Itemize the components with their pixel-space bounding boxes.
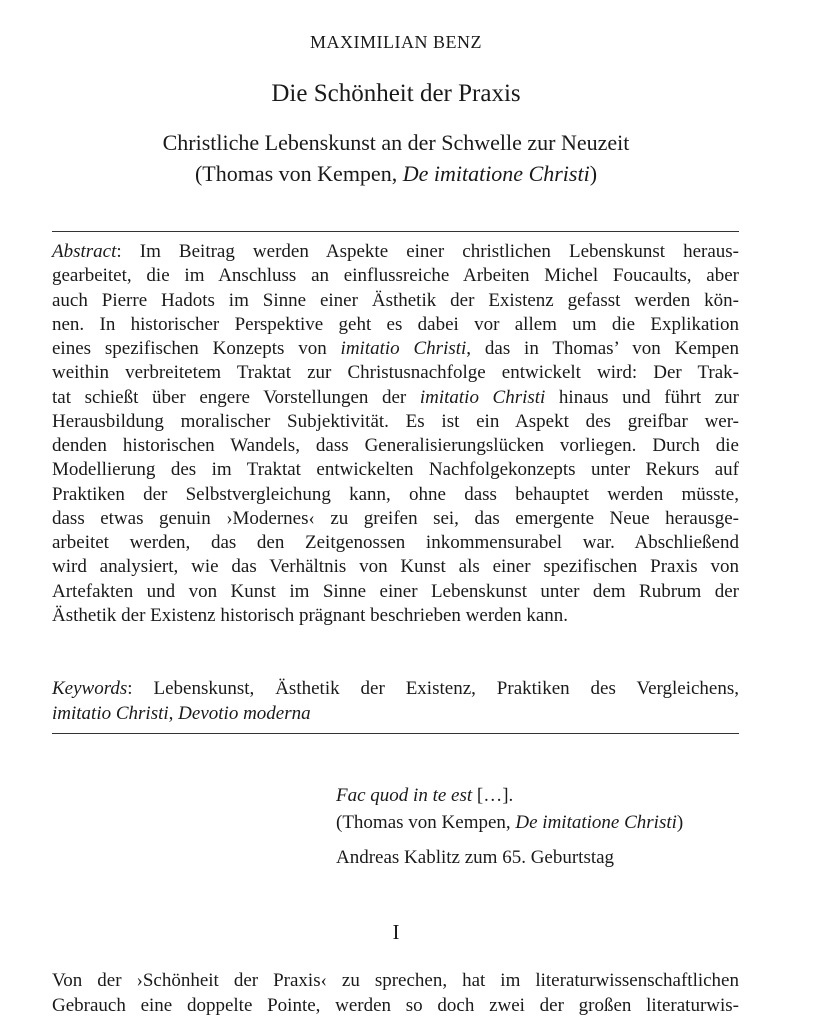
quote-ellipsis: […].	[472, 785, 514, 806]
body-line: Von der ›Schönheit der Praxis‹ zu sprechen, hat im literaturwissenschaftlichen	[52, 970, 739, 991]
keywords-line	[52, 702, 739, 727]
epigraph	[336, 782, 756, 836]
abstract-emphasis: imitatio Christi	[419, 386, 546, 408]
divider-rule	[52, 733, 739, 734]
abstract-line: Artefakten und von Kunst im Sinne einer Lebenskunst unter dem Rubrum der	[52, 580, 739, 602]
body-line: Gebrauch eine doppelte Pointe, werden so doch zwei der großen literaturwis-	[52, 995, 739, 1016]
epigraph-source	[336, 809, 756, 836]
keywords-text: : Lebenskunst, Ästhetik der Existenz, Praktiken des Vergleichens,	[127, 678, 739, 699]
keywords-block	[52, 677, 739, 726]
subtitle-text: (Thomas von Kempen,	[194, 161, 403, 186]
abstract-line	[52, 337, 739, 361]
abstract-line	[52, 240, 739, 264]
abstract-text: : Im Beitrag werden Aspekte einer christlichen Lebenskunst heraus-	[116, 241, 739, 262]
abstract-label: Abstract	[52, 241, 117, 262]
abstract-emphasis: imitatio Christi	[340, 338, 467, 359]
abstract-text: eines spezifischen Konzepts von	[52, 338, 341, 359]
abstract-block	[52, 240, 739, 628]
keywords-label: Keywords	[52, 678, 128, 699]
work-title: De imitatione Christi	[402, 161, 590, 186]
keywords-line	[52, 677, 739, 702]
author-name: MAXIMILIAN BENZ	[310, 32, 482, 52]
keyword-emphasis: Devotio moderna	[178, 702, 311, 724]
source-text: (Thomas von Kempen,	[336, 812, 516, 833]
abstract-line: dass etwas genuin ›Modernes‹ zu greifen sei, das emergente Neue herausge-	[52, 507, 739, 529]
subtitle-line: Christliche Lebenskunst an der Schwelle zur Neuzeit	[162, 130, 630, 155]
abstract-line: nen. In historischer Perspektive geht es dabei vor allem um die Explikation	[52, 313, 739, 335]
abstract-text: tat schießt über engere Vorstellungen der	[52, 386, 420, 408]
quote-text: Fac quod in te est	[336, 785, 473, 806]
abstract-line: arbeitet werden, das den Zeitgenossen inkommensurabel war. Abschließend	[52, 532, 739, 553]
section-number: I	[392, 920, 400, 944]
paper-subtitle	[0, 127, 792, 189]
abstract-line: wird analysiert, wie das Verhältnis von Kunst als einer spezifischen Praxis von	[52, 556, 739, 578]
epigraph-quote	[336, 782, 756, 809]
abstract-line: Modellierung des im Traktat entwickelten Nachfolgekonzepts unter Rekurs auf	[52, 459, 739, 481]
abstract-line: gearbeitet, die im Anschluss an einflussreiche Arbeiten Michel Foucaults, aber	[52, 265, 739, 287]
abstract-line: Ästhetik der Existenz historisch prägnant beschrieben werden kann.	[52, 604, 569, 626]
body-text	[52, 968, 739, 1018]
abstract-line: Herausbildung moralischer Subjektivität. Es ist ein Aspekt des greifbar wer-	[52, 410, 739, 432]
source-text: )	[676, 812, 684, 833]
abstract-line	[52, 386, 739, 410]
abstract-line: weithin verbreitetem Traktat zur Christusnachfolge entwickelt wird: Der Trak-	[52, 362, 739, 384]
abstract-line: Praktiken der Selbstvergleichung kann, ohne dass behauptet werden müsste,	[52, 483, 739, 505]
abstract-line: auch Pierre Hadots im Sinne einer Ästhetik der Existenz gefasst werden kön-	[52, 289, 739, 311]
subtitle-line	[0, 158, 792, 189]
abstract-text: , das in Thomas’ von Kempen	[466, 338, 739, 359]
divider-rule	[52, 231, 739, 232]
dedication: Andreas Kablitz zum 65. Geburtstag	[336, 847, 615, 868]
abstract-text: hinaus und führt zur	[545, 386, 739, 408]
keywords-text: ,	[168, 702, 179, 724]
source-title: De imitatione Christi	[515, 812, 677, 833]
paper-title: Die Schönheit der Praxis	[271, 80, 521, 107]
keyword-emphasis: imitatio Christi	[52, 702, 169, 724]
subtitle-text: )	[589, 161, 598, 186]
abstract-line: denden historischen Wandels, dass Generalisierungslücken vorliegen. Durch die	[52, 435, 739, 456]
